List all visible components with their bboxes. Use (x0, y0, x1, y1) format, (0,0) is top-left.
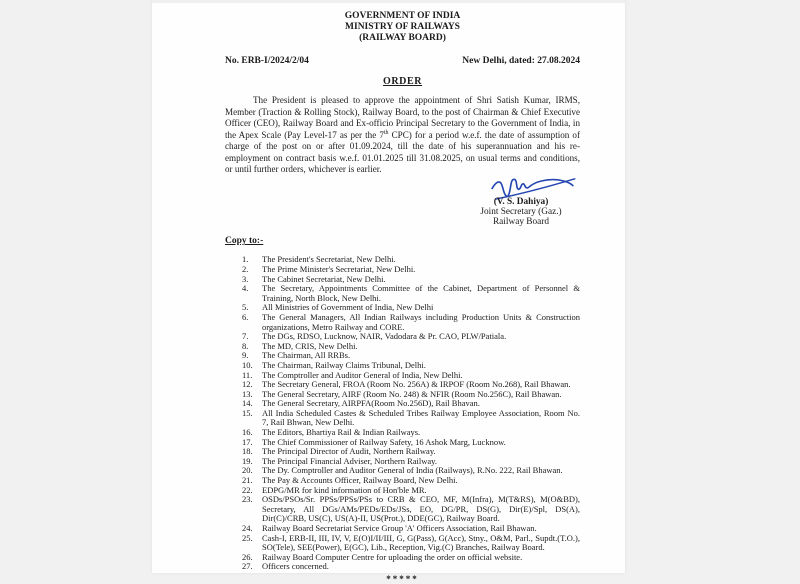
header-government-line: GOVERNMENT OF INDIA (344, 11, 461, 21)
copy-to-item: The Comptroller and Auditor General of India, New Delhi. (262, 369, 463, 380)
copy-to-item: The DGs, RDSO, Lucknow, NAIR, Vadodara & Pr. CAO, PLW/Patiala. (262, 331, 507, 342)
ordinal-superscript: th (383, 129, 389, 136)
copy-to-item: The Chairman, All RRBs. (262, 350, 351, 361)
copy-to-item: The Editors, Bhartiya Rail & Indian Railways. (262, 427, 421, 438)
signatory-designation: Joint Secretary (Gaz.) (480, 206, 562, 217)
copy-to-item: The General Secretary, AIRPFA(Room No.256D), Rail Bhavan. (262, 398, 480, 409)
copy-to-item: The General Managers, All Indian Railways including Production Units & Construction organizations, Metro Railway and CORE. (262, 311, 580, 332)
copy-to-item: The Principal Financial Adviser, Northern Railway. (262, 455, 437, 466)
document-header (225, 11, 580, 44)
document-page (152, 0, 625, 584)
copy-to-item: The Cabinet Secretariat, New Delhi. (262, 273, 386, 284)
copy-to-item: The Pay & Accounts Officer, Railway Board, New Delhi. (262, 475, 458, 486)
reference-row (225, 56, 580, 66)
document-content (152, 3, 625, 584)
order-body-text-start: The President is pleased to approve the appointment of Shri Satish Kumar, IRMS, Member (Traction & Rolling Stock), Railway Board, to the post of Chairman & Chief Executive Officer (CEO), Railway Board and Ex-officio Principal Secretary to the Government of India, in the Apex Scale (Pay Level-17 as per the 7 (225, 95, 580, 140)
copy-to-list (242, 255, 580, 572)
copy-to-item: Officers concerned. (262, 561, 329, 572)
copy-to-item: OSDs/PSOs/Sr. PPSs/PPSs/PSs to CRB & CEO, MF, M(Infra), M(T&RS), M(O&BD), Secretary, All DGs/AMs/PEDs/EDs/JSs, EO, DG/PR, DS(G), Dir(E)/Spl, DS(A), Dir(C)/CRB, US(C), US(A)-II, US(Prot.), DDE(GC), Railway Board. (262, 494, 580, 524)
copy-to-item: The Principal Director of Audit, Northern Railway. (262, 446, 436, 457)
place-and-date: New Delhi, dated: 27.08.2024 (462, 56, 580, 66)
copy-to-item: The Prime Minister's Secretariat, New Delhi. (262, 263, 416, 274)
copy-to-item: The Chief Commissioner of Railway Safety, 16 Ashok Marg, Lucknow. (262, 436, 506, 447)
copy-to-item: Railway Board Computer Centre for uploading the order on official website. (262, 551, 523, 562)
copy-to-item: Cash-I, ERB-II, III, IV, V, E(O)I/II/III, G, G(Pass), G(Acc), Stny., O&M, Parl., Supdt.(T.O.), SO(Tele), SEE(Power), E(GC), Lib., Reception, Vig.(C) Branches, Railway Board. (262, 532, 580, 553)
signatory-name: (V. S. Dahiya) (493, 196, 549, 207)
copy-to-item: All India Scheduled Castes & Scheduled Tribes Railway Employee Association, Room No. 7, Rail Bhwan, New Delhi. (262, 407, 580, 428)
copy-to-item: Railway Board Secretariat Service Group 'A' Officers Association, Rail Bhawan. (262, 523, 537, 534)
copy-to-item: The MD, CRIS, New Delhi. (262, 340, 358, 351)
copy-to-item: All Ministries of Government of India, New Delhi (262, 302, 434, 313)
copy-to-heading: Copy to:- (225, 236, 264, 247)
copy-to-item: The Secretary General, FROA (Room No. 256A) & IRPOF (Room No.268), Rail Bhawan. (262, 379, 571, 390)
header-ministry-line: MINISTRY OF RAILWAYS (345, 22, 460, 32)
copy-to-item: The President's Secretariat, New Delhi. (262, 254, 396, 265)
copy-to-item: The Dy. Comptroller and Auditor General of India (Railways), R.No. 222, Rail Bhawan. (262, 465, 563, 476)
order-body-text-end: CPC) for a period w.e.f. the date of assumption of charge of the post on or after 01.09.2024, till the date of his superannuation and his re-employment on contract basis w.e.f. 01.01.2025 till 31.08.2025, on usual terms and conditions, or until further orders, whichever is earlier. (225, 129, 580, 174)
signatory-organization: Railway Board (492, 217, 550, 228)
header-board-line: (RAILWAY BOARD) (359, 33, 446, 43)
signature-block (462, 175, 580, 228)
order-body-paragraph (225, 95, 580, 176)
footer-separator: ***** (386, 573, 419, 584)
copy-to-item: EDPG/MR for kind information of Hon'ble MR. (262, 484, 427, 495)
reference-number: No. ERB-I/2024/2/04 (225, 56, 309, 66)
order-title: ORDER (382, 76, 423, 87)
signature-ink-area (462, 175, 580, 197)
copy-to-item: The General Secretary, AIRF (Room No. 248) & NFIR (Room No.256C), Rail Bhawan. (262, 388, 562, 399)
copy-to-item: The Secretary, Appointments Committee of the Cabinet, Department of Personnel & Training, North Block, New Delhi. (262, 283, 580, 303)
copy-to-item: The Chairman, Railway Claims Tribunal, Delhi. (262, 359, 426, 370)
